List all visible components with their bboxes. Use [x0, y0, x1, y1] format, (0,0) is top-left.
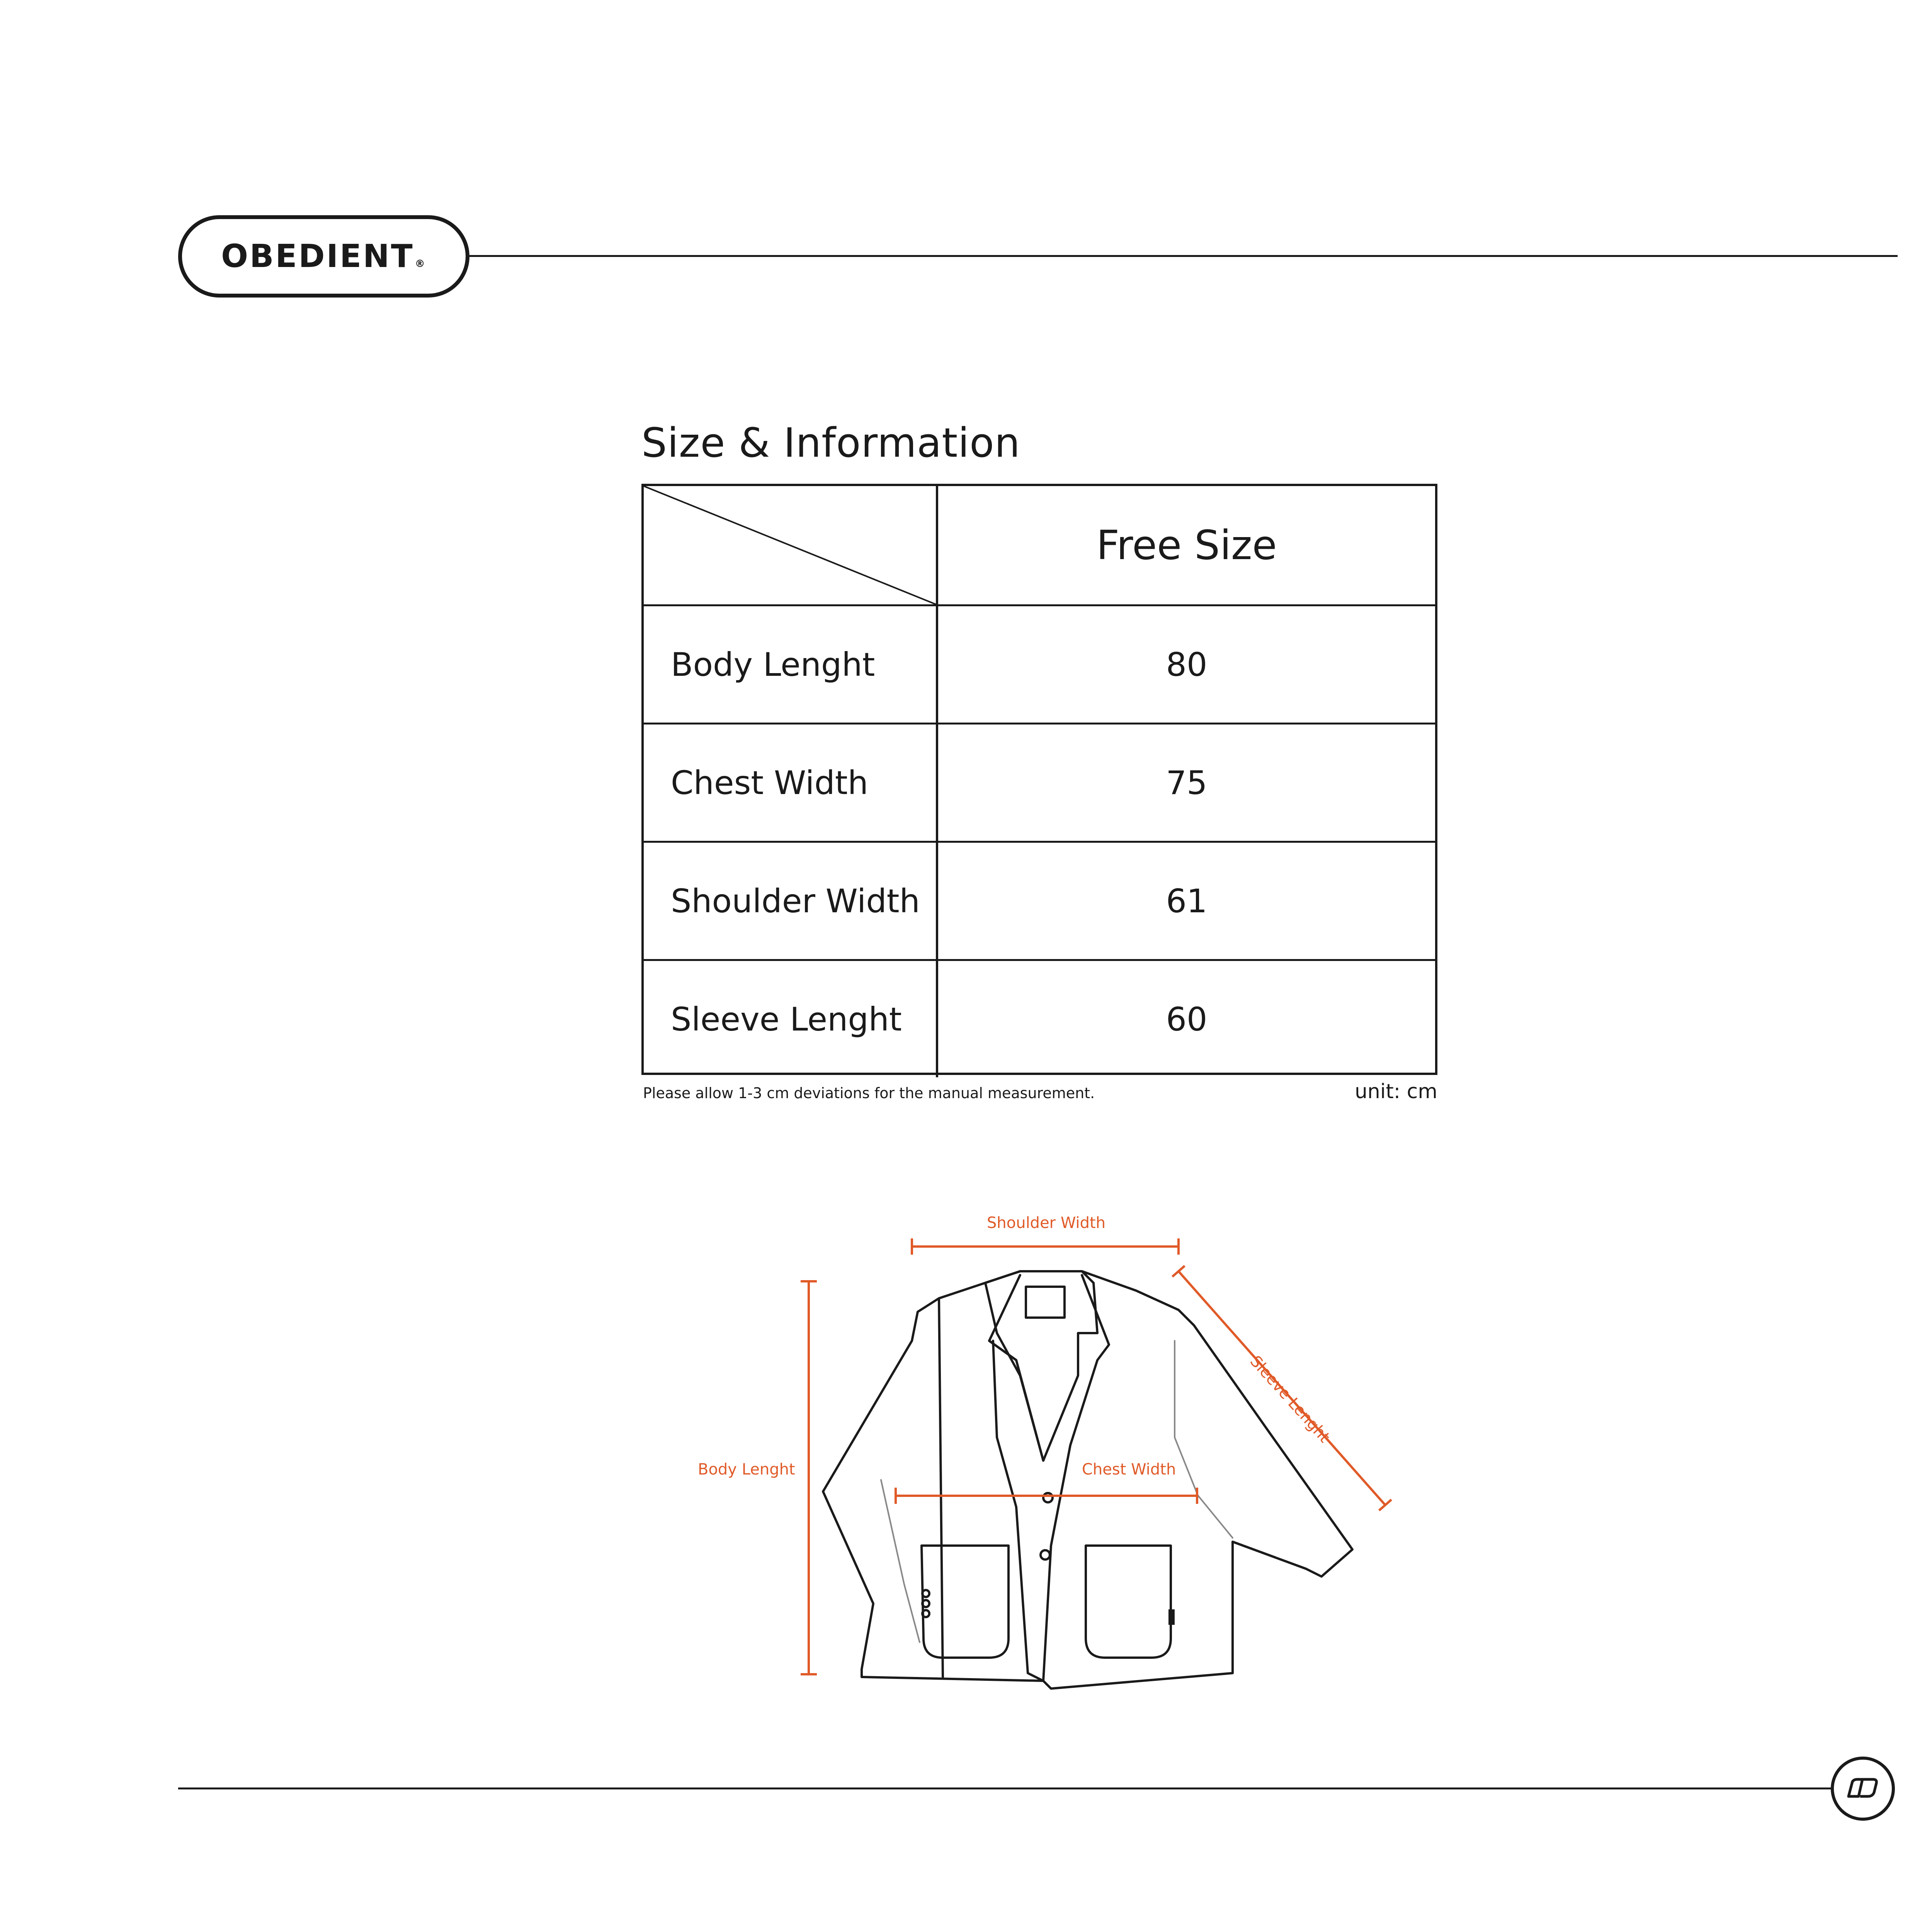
footer-divider — [178, 1787, 1838, 1789]
row-value: 61 — [1166, 882, 1208, 920]
obedient-monogram-icon — [1831, 1757, 1895, 1821]
sleeve-length-label: Sleeve Lenght — [1246, 1352, 1333, 1446]
row-value: 75 — [1166, 764, 1208, 802]
chest-width-label: Chest Width — [1082, 1461, 1176, 1478]
page-title: Size & Information — [641, 419, 1020, 466]
body-length-label: Body Lenght — [698, 1461, 795, 1478]
row-label: Shoulder Width — [671, 882, 920, 920]
row-label: Body Lenght — [671, 645, 875, 684]
shoulder-width-label: Shoulder Width — [987, 1214, 1106, 1232]
row-label: Chest Width — [671, 764, 869, 802]
row-value: 60 — [1166, 1000, 1208, 1038]
unit-label: unit: cm — [1354, 1080, 1437, 1103]
row-value: 80 — [1166, 645, 1208, 684]
measurement-note: Please allow 1-3 cm deviations for the manual measurement. — [643, 1085, 1095, 1102]
label-tab — [1168, 1609, 1175, 1625]
column-header-free-size: Free Size — [1096, 522, 1277, 569]
registered-mark: ® — [415, 258, 427, 270]
monogram-glyph — [1845, 1777, 1880, 1800]
brand-name: OBEDIENT® — [221, 238, 427, 275]
jacket-outline — [823, 1271, 1352, 1689]
row-label: Sleeve Lenght — [671, 1000, 902, 1038]
